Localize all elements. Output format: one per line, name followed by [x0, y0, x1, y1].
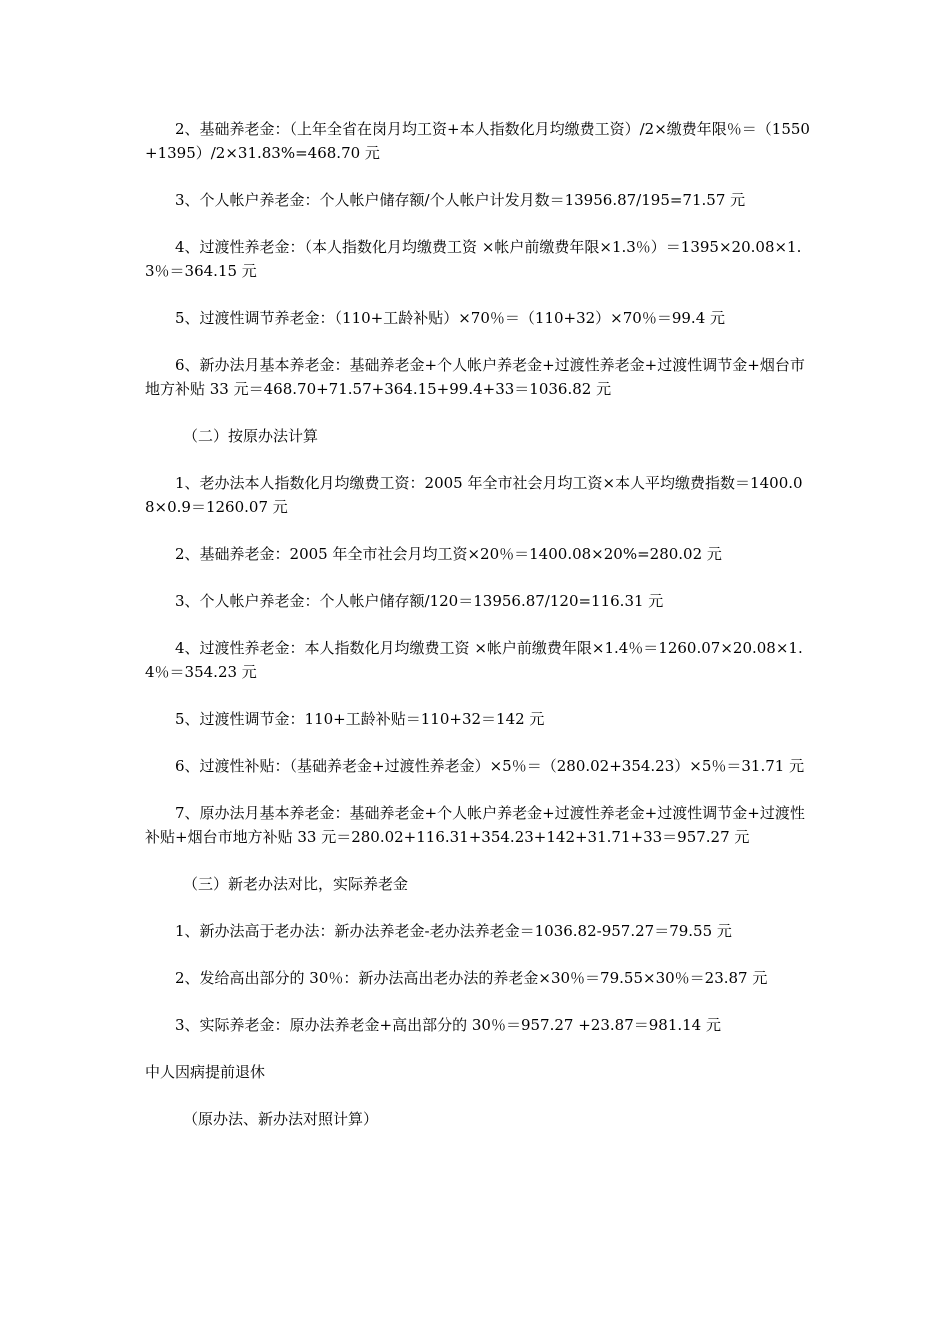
paragraph-transitional-adjustment-new: 5、过渡性调节养老金：（110+工龄补贴）×70％＝（110+32）×70％＝99.4 元 — [175, 309, 726, 327]
paragraph-personal-account-new: 3、个人帐户养老金：个人帐户储存额/个人帐户计发月数＝13956.87/195=71.57 元 — [175, 191, 746, 209]
section-heading-old-method: （二）按原办法计算 — [183, 427, 319, 445]
section-subheading-comparison-calc: （原办法、新办法对照计算） — [183, 1110, 379, 1128]
paragraph-actual-pension: 3、实际养老金：原办法养老金+高出部分的 30％＝957.27 +23.87＝981.14 元 — [175, 1016, 721, 1034]
paragraph-difference: 1、新办法高于老办法：新办法养老金-老办法养老金＝1036.82-957.27＝79.55 元 — [175, 922, 732, 940]
paragraph-personal-account-old: 3、个人帐户养老金：个人帐户储存额/120＝13956.87/120=116.31 元 — [175, 592, 664, 610]
paragraph-indexed-wage-old: 1、老办法本人指数化月均缴费工资：2005 年全市社会月均工资×本人平均缴费指数＝1400.08×0.9＝1260.07 元 — [145, 474, 803, 516]
section-heading-comparison: （三）新老办法对比，实际养老金 — [183, 875, 409, 893]
paragraph-basic-pension-new: 2、基础养老金：（上年全省在岗月均工资+本人指数化月均缴费工资）/2×缴费年限％＝（1550+1395）/2×31.83%=468.70 元 — [145, 120, 810, 162]
paragraph-basic-pension-old: 2、基础养老金：2005 年全市社会月均工资×20％＝1400.08×20%=280.02 元 — [175, 545, 722, 563]
paragraph-transitional-adjustment-old: 5、过渡性调节金：110+工龄补贴＝110+32＝142 元 — [175, 710, 545, 728]
paragraph-transitional-pension-new: 4、过渡性养老金：（本人指数化月均缴费工资 ×帐户前缴费年限×1.3％）＝1395×20.08×1.3％＝364.15 元 — [145, 238, 802, 280]
paragraph-transitional-pension-old: 4、过渡性养老金：本人指数化月均缴费工资 ×帐户前缴费年限×1.4％＝1260.07×20.08×1.4％＝354.23 元 — [145, 639, 803, 681]
paragraph-transitional-subsidy-old: 6、过渡性补贴：（基础养老金+过渡性养老金）×5％＝（280.02+354.23）×5％＝31.71 元 — [175, 757, 805, 775]
document-body — [145, 117, 810, 1131]
section-heading-early-retirement: 中人因病提前退休 — [145, 1063, 266, 1081]
paragraph-monthly-total-new: 6、新办法月基本养老金：基础养老金+个人帐户养老金+过渡性养老金+过渡性调节金+烟台市地方补贴 33 元＝468.70+71.57+364.15+99.4+33＝1036.82 元 — [145, 356, 805, 398]
paragraph-thirty-percent: 2、发给高出部分的 30％：新办法高出老办法的养老金×30％＝79.55×30％＝23.87 元 — [175, 969, 768, 987]
paragraph-monthly-total-old: 7、原办法月基本养老金：基础养老金+个人帐户养老金+过渡性养老金+过渡性调节金+过渡性补贴+烟台市地方补贴 33 元＝280.02+116.31+354.23+142+31.71+33＝957.27 元 — [145, 804, 805, 846]
